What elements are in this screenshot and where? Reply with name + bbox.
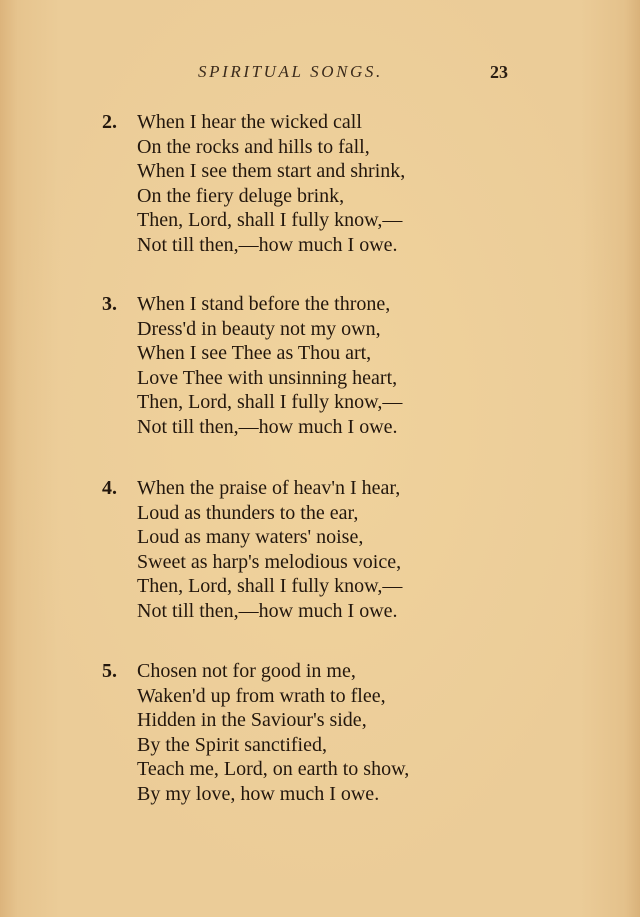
- stanza-lines: [137, 659, 409, 806]
- verse-line: Then, Lord, shall I fully know,—: [137, 391, 403, 413]
- verse-line: Not till then,—how much I owe.: [137, 233, 398, 256]
- running-title: SPIRITUAL SONGS.: [198, 62, 383, 81]
- stanza-number: 5.: [102, 660, 117, 682]
- verse-line: Then, Lord, shall I fully know,—: [137, 209, 403, 231]
- page-header: [0, 62, 640, 90]
- verse-line: Waken'd up from wrath to flee,: [137, 684, 386, 707]
- stanza-lines: [137, 110, 405, 257]
- verse-line: On the fiery deluge brink,: [137, 184, 345, 207]
- verse-line: By the Spirit sanctified,: [137, 733, 327, 756]
- stanza-number: 4.: [102, 477, 117, 499]
- verse-line: Teach me, Lord, on earth to show,: [137, 758, 410, 780]
- verse-line: Loud as many waters' noise,: [137, 526, 364, 548]
- verse-line: When I see them start and shrink,: [137, 160, 406, 182]
- verse-line: Sweet as harp's melodious voice,: [137, 550, 402, 573]
- verse-line: When I hear the wicked call: [137, 111, 362, 133]
- verse-line: Chosen not for good in me,: [137, 660, 356, 682]
- verse-line: Not till then,—how much I owe.: [137, 415, 398, 438]
- stanza-number: 3.: [102, 293, 117, 315]
- verse-line: Love Thee with unsinning heart,: [137, 366, 398, 389]
- verse-line: Loud as thunders to the ear,: [137, 501, 359, 524]
- verse-line: When I stand before the throne,: [137, 293, 391, 315]
- verse-line: Hidden in the Saviour's side,: [137, 709, 367, 731]
- page-number: 23: [490, 62, 508, 82]
- stanza-lines: [137, 292, 402, 439]
- verse-line: By my love, how much I owe.: [137, 782, 380, 805]
- verse-line: Dress'd in beauty not my own,: [137, 317, 381, 340]
- verse-line: Then, Lord, shall I fully know,—: [137, 575, 403, 597]
- verse-line: Not till then,—how much I owe.: [137, 599, 398, 622]
- stanza-lines: [137, 476, 402, 623]
- verse-line: When the praise of heav'n I hear,: [137, 477, 401, 499]
- verse-line: On the rocks and hills to fall,: [137, 135, 370, 158]
- stanza-number: 2.: [102, 111, 117, 133]
- verse-line: When I see Thee as Thou art,: [137, 342, 372, 364]
